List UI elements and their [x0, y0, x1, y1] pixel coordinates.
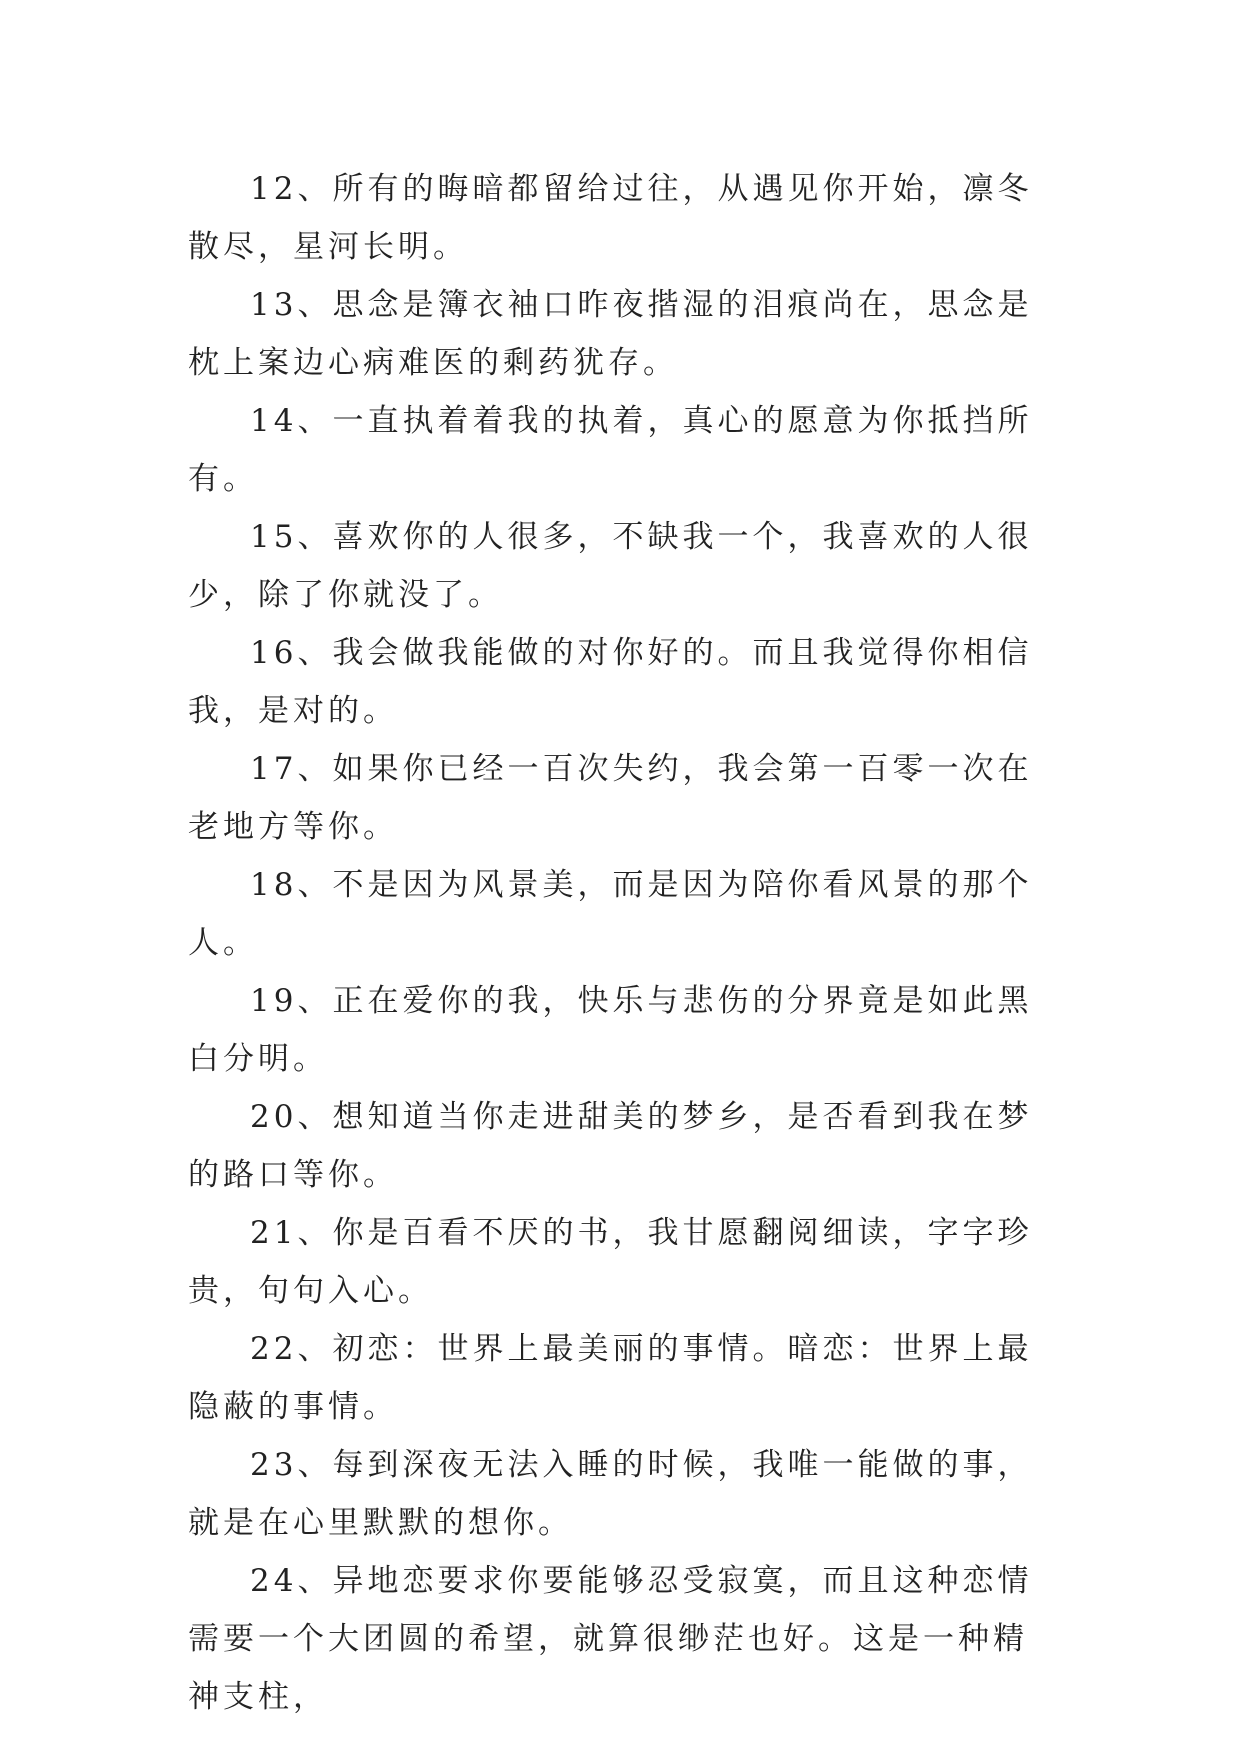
document-body [188, 160, 1054, 1726]
paragraph-19: 19、正在爱你的我，快乐与悲伤的分界竟是如此黑白分明。 [188, 983, 1033, 1077]
paragraph-24: 24、异地恋要求你要能够忍受寂寞，而且这种恋情需要一个大团圆的希望，就算很缈茫也好。这是一种精神支柱， [188, 1563, 1033, 1715]
paragraph-18: 18、不是因为风景美，而是因为陪你看风景的那个人。 [188, 867, 1033, 961]
paragraph-21: 21、你是百看不厌的书，我甘愿翻阅细读，字字珍贵，句句入心。 [188, 1215, 1033, 1309]
paragraph-13: 13、思念是簿衣袖口昨夜揩湿的泪痕尚在，思念是枕上案边心病难医的剩药犹存。 [188, 287, 1033, 381]
paragraph-14: 14、一直执着着我的执着，真心的愿意为你抵挡所有。 [188, 403, 1033, 497]
paragraph-12: 12、所有的晦暗都留给过往，从遇见你开始，凛冬散尽，星河长明。 [188, 171, 1033, 265]
paragraph-22: 22、初恋：世界上最美丽的事情。暗恋：世界上最隐蔽的事情。 [188, 1331, 1033, 1425]
paragraph-23: 23、每到深夜无法入睡的时候，我唯一能做的事，就是在心里默默的想你。 [188, 1447, 1033, 1541]
paragraph-20: 20、想知道当你走进甜美的梦乡，是否看到我在梦的路口等你。 [188, 1099, 1033, 1193]
paragraph-17: 17、如果你已经一百次失约，我会第一百零一次在老地方等你。 [188, 751, 1033, 845]
paragraph-15: 15、喜欢你的人很多，不缺我一个，我喜欢的人很少，除了你就没了。 [188, 519, 1033, 613]
paragraph-16: 16、我会做我能做的对你好的。而且我觉得你相信我，是对的。 [188, 635, 1033, 729]
